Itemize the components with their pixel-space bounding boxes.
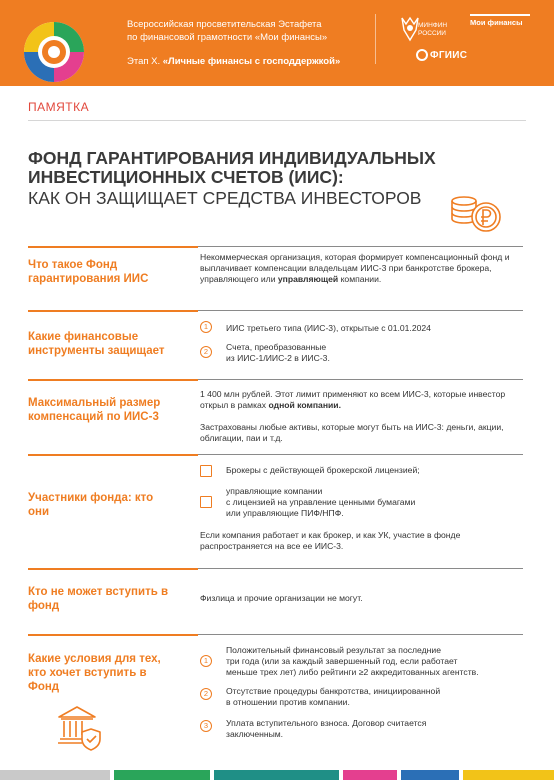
condition-item-3-line-2: заключенным.: [226, 729, 284, 739]
instrument-item-1: ИИС третьего типа (ИИС-3), открытые с 01.01.2024: [226, 323, 431, 333]
fund-definition-or: или: [260, 274, 276, 284]
excluded-text: Физлица и прочие организации не могут.: [200, 593, 363, 603]
fund-definition-end: компании.: [340, 274, 382, 284]
instrument-item-2-line-1: Счета, преобразованные: [226, 342, 327, 352]
condition-item-2-line-1: Отсутствие процедуры банкротства, инициированной: [226, 686, 441, 696]
number-badge-2: 2: [200, 688, 212, 700]
header-description: [127, 18, 377, 44]
participant-managers: [226, 486, 526, 519]
fund-definition: Некоммерческая организация, которая формирует компенсационный фонд и выплачивает компенсации владельцам ИИС-3 при банкротстве брокера, управляющего: [200, 252, 510, 284]
condition-item-1-line-2: три года (или за каждый завершенный год, если работает: [226, 656, 458, 666]
compensation-limit-text: 1 400 млн рублей. Этот лимит применяют ко всем ИИС-3, которые инвестор открыл в рамках: [200, 389, 506, 410]
row-label-conditions: Какие условия для тех, кто хочет вступить в Фонд: [28, 653, 161, 693]
compensation-limit-bold: одной компании.: [268, 400, 341, 410]
row-divider: [28, 454, 198, 456]
participant-brokers: Брокеры с действующей брокерской лицензией;: [226, 465, 420, 475]
header-divider: [375, 14, 376, 64]
number-badge-3: 3: [200, 720, 212, 732]
row-text-what-is-fund: [200, 252, 520, 285]
row-divider: [28, 568, 198, 570]
number-badge-1: 1: [200, 321, 212, 333]
fund-definition-bold: управляющей: [277, 274, 339, 284]
row-label-instruments: Какие финансовые инструменты защищает: [28, 331, 165, 357]
row-label-max-compensation: Максимальный размер компенсаций по ИИС-3: [28, 397, 161, 423]
condition-item-3-line-1: Уплата вступительного взноса. Договор считается: [226, 718, 427, 728]
checkbox-icon: [200, 465, 212, 477]
footer-bar: [401, 770, 459, 780]
row-label-excluded: Кто не может вступить в фонд: [28, 586, 169, 612]
stage-prefix: Этап X.: [127, 56, 161, 67]
row-divider: [28, 310, 198, 312]
row-divider: [198, 568, 523, 569]
footer-bar: [343, 770, 397, 780]
compensation-limit: [200, 389, 520, 411]
row-divider: [28, 634, 198, 636]
moi-finansy-bar: [470, 14, 530, 16]
row-divider: [28, 246, 198, 248]
row-divider: [198, 246, 523, 247]
participants-note: Если компания работает и как брокер, и как УК, участие в фонде распространяется на все ее ИИС-3.: [200, 530, 461, 551]
condition-item-1-line-1: Положительный финансовый результат за последние: [226, 645, 441, 655]
row-divider: [198, 310, 523, 311]
header-line-2: по финансовой грамотности «Мои финансы»: [127, 32, 328, 43]
condition-item-1-line-3: меньше трех лет) либо рейтинги ≥2 аккредитованных агентств.: [226, 667, 479, 677]
moi-finansy-logo: Мои финансы: [470, 18, 523, 27]
footer-bar: [214, 770, 339, 780]
footer-bar: [463, 770, 554, 780]
page-subtitle: КАК ОН ЗАЩИЩАЕТ СРЕДСТВА ИНВЕСТОРОВ: [28, 188, 422, 208]
row-divider: [198, 454, 523, 455]
page-title: ФОНД ГАРАНТИРОВАНИЯ ИНДИВИДУАЛЬНЫХ ИНВЕСТИЦИОННЫХ СЧЕТОВ (ИИС):: [28, 148, 436, 187]
condition-item-2: [226, 686, 526, 708]
minfin-label: МИНФИН РОССИИ: [418, 22, 448, 37]
top-divider: [28, 120, 526, 121]
row-divider: [28, 379, 198, 381]
instrument-item-2-line-2: из ИИС-1/ИИС-2 в ИИС-3.: [226, 353, 330, 363]
participant-managers-line-2: с лицензией на управление ценными бумагами: [226, 497, 416, 507]
instrument-item-2: [226, 342, 526, 364]
bank-shield-icon: [55, 703, 103, 751]
stage-name: «Личные финансы с господдержкой»: [162, 56, 341, 67]
condition-item-2-line-2: в отношении против компании.: [226, 697, 350, 707]
section-label: ПАМЯТКА: [28, 100, 90, 114]
stage-title: [127, 56, 340, 67]
fgiis-label: ФГИИС: [430, 50, 468, 61]
number-badge-2: 2: [200, 346, 212, 358]
fgiis-logo-icon: [416, 49, 428, 61]
header-banner: [0, 0, 554, 86]
footer-bar: [0, 770, 110, 780]
row-divider: [198, 634, 523, 635]
insured-assets-text: Застрахованы любые активы, которые могут быть на ИИС-3: деньги, акции, облигации, паи и т.д.: [200, 422, 504, 443]
condition-item-1: [226, 645, 526, 678]
row-label-what-is-fund: Что такое Фонд гарантирования ИИС: [28, 259, 149, 285]
relay-logo-icon: [8, 6, 100, 86]
coins-icon: [448, 187, 504, 235]
footer-bar: [114, 770, 210, 780]
participant-managers-line-3: или управляющие ПИФ/НПФ.: [226, 508, 344, 518]
row-label-participants: Участники фонда: кто они: [28, 492, 154, 518]
footer-color-bars: [0, 770, 554, 780]
checkbox-icon: [200, 496, 212, 508]
number-badge-1: 1: [200, 655, 212, 667]
participant-managers-line-1: управляющие компании: [226, 486, 323, 496]
header-line-1: Всероссийская просветительская Эстафета: [127, 19, 322, 30]
condition-item-3: [226, 718, 526, 740]
row-divider: [198, 379, 523, 380]
